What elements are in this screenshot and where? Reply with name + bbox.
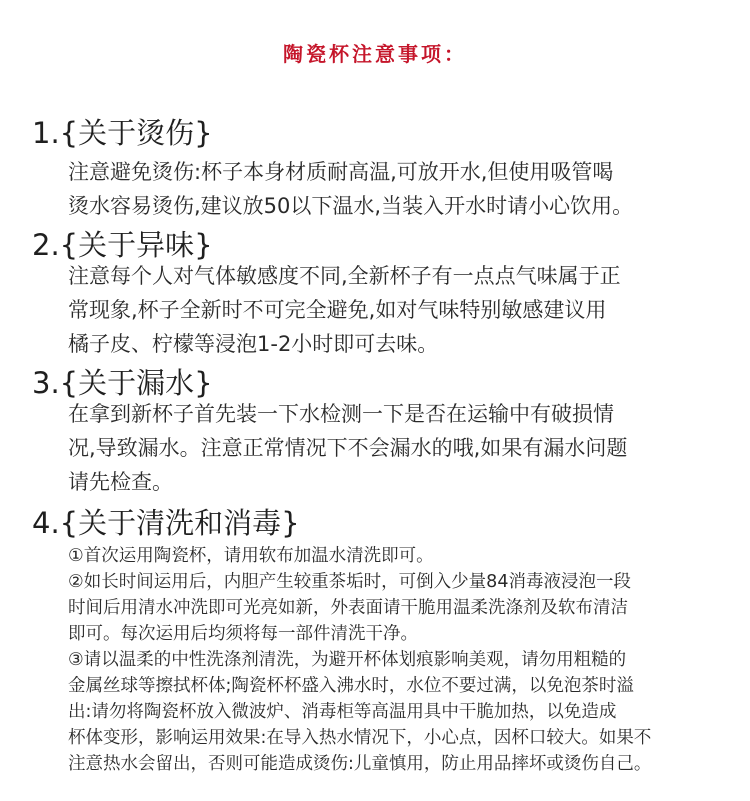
section-odor-line-2: 常现象,杯子全新时不可完全避免,如对气味特别敏感建议用 [68, 298, 607, 322]
section-cleaning-line-1: ①首次运用陶瓷杯，请用软布加温水清洗即可。 [68, 546, 434, 566]
section-leak-line-1: 在拿到新杯子首先装一下水检测一下是否在运输中有破损情 [68, 402, 614, 426]
section-leak-line-3: 请先检查。 [68, 470, 173, 494]
section-cleaning-line-4: 即可。每次运用后均须将每一部件清洗干净。 [68, 624, 418, 644]
section-burns-line-2: 烫水容易烫伤,建议放50以下温水,当装入开水时请小心饮用。 [68, 194, 634, 218]
section-leak-line-2: 况,导致漏水。注意正常情况下不会漏水的哦,如果有漏水问题 [68, 436, 628, 460]
section-heading-cleaning: 4.{关于清洗和消毒} [32, 506, 300, 540]
section-cleaning-line-8: 杯体变形，影响运用效果:在导入热水情况下，小心点，因杯口较大。如果不 [68, 728, 652, 748]
page-title: 陶瓷杯注意事项： [283, 42, 467, 66]
section-heading-odor: 2.{关于异味} [32, 228, 213, 262]
section-cleaning-line-6: 金属丝球等擦拭杯体;陶瓷杯杯盛入沸水时，水位不要过满，以免泡茶时溢 [68, 676, 634, 696]
section-cleaning-line-2: ②如长时间运用后，内胆产生较重茶垢时，可倒入少量84消毒液浸泡一段 [68, 572, 631, 592]
section-cleaning-line-7: 出:请勿将陶瓷杯放入微波炉、消毒柜等高温用具中干脆加热，以免造成 [68, 702, 617, 722]
section-cleaning-line-9: 注意热水会留出，否则可能造成烫伤:儿童慎用，防止用品摔坏或烫伤自己。 [68, 754, 652, 774]
section-odor-line-1: 注意每个人对气体敏感度不同,全新杯子有一点点气味属于正 [68, 264, 621, 288]
section-cleaning-line-3: 时间后用清水冲洗即可光亮如新，外表面请干脆用温柔洗涤剂及软布清洁 [68, 598, 628, 618]
section-heading-burns: 1.{关于烫伤} [32, 116, 213, 150]
section-cleaning-line-5: ③请以温柔的中性洗涤剂清洗，为避开杯体划痕影响美观，请勿用粗糙的 [68, 650, 627, 670]
section-heading-leak: 3.{关于漏水} [32, 366, 213, 400]
section-burns-line-1: 注意避免烫伤:杯子本身材质耐高温,可放开水,但使用吸管喝 [68, 160, 614, 184]
section-odor-line-3: 橘子皮、柠檬等浸泡1-2小时即可去味。 [68, 332, 439, 356]
